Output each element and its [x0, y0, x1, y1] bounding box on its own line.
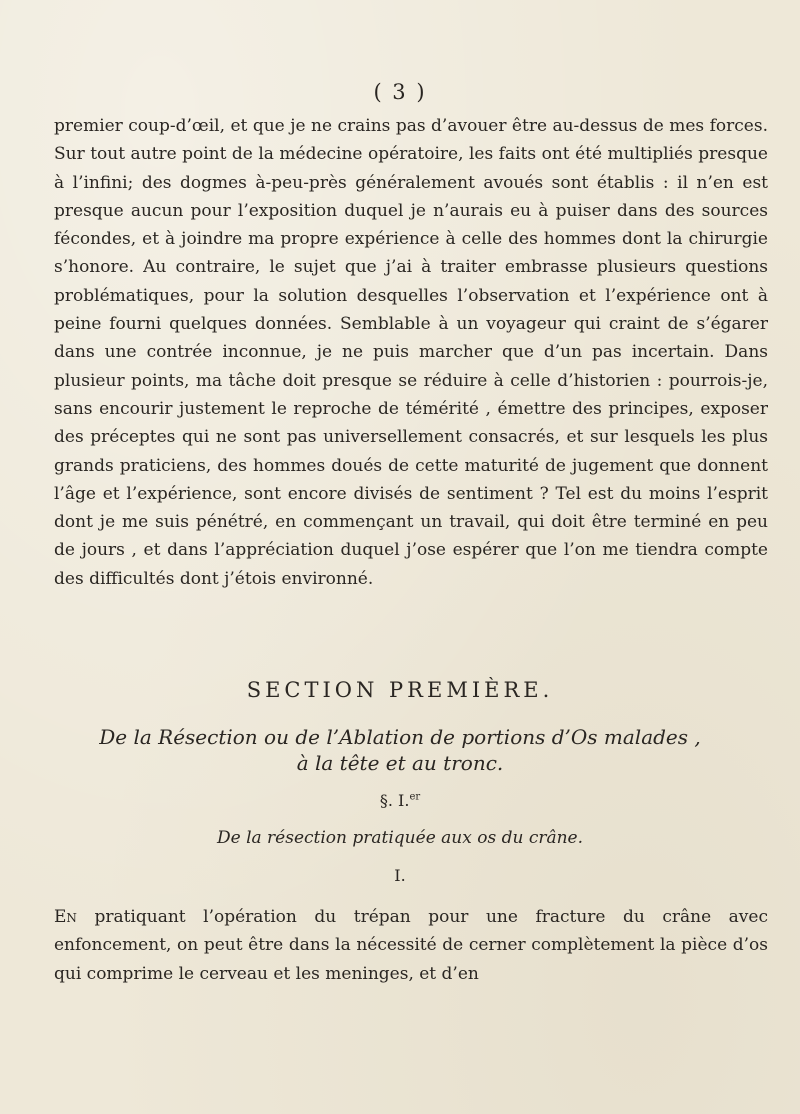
page-number: ( 3 ): [373, 80, 427, 104]
article-body: pratiquant l’opération du trépan pour une fracture du crâne avec enfoncement, on peut être dans la nécessité de cerner complètement la pièce d’os qui comprime le cerveau et les meninges, et d’en: [54, 907, 768, 984]
article-lead-word: En: [54, 907, 77, 927]
article-paragraph: [54, 903, 768, 988]
section-heading: SECTION PREMIÈRE.: [246, 678, 554, 702]
body-paragraph: premier coup-d’œil, et que je ne crains pas d’avouer être au-dessus de mes forces. Sur tout autre point de la médecine opératoire, les faits ont été multipliés presque à l’infini; des dogmes à-peu-près généralement avoués sont établis : il n’en est presque aucun pour l’exposition duquel je n’aurais eu à puiser dans des sources fécondes, et à joindre ma propre expérience à celle des hommes dont la chirurgie s’honore. Au contraire, le sujet que j’ai à traiter embrasse plusieurs questions problématiques, pour la solution desquelles l’observation et l’expérience ont à peine fourni quelques données. Semblable à un voyageur qui craint de s’égarer dans une contrée inconnue, je ne puis marcher que d’un pas incertain. Dans plusieur points, ma tâche doit presque se réduire à celle d’historien : pourrois-je, sans encourir justement le reproche de témérité , émettre des principes, exposer des préceptes qui ne sont pas universellement consacrés, et sur lesquels les plus grands praticiens, des hommes doués de cette maturité de jugement que donnent l’âge et l’expérience, sont encore divisés de sentiment ? Tel est du moins l’esprit dont je me suis pénétré, en commençant un travail, qui doit être terminé en peu de jours , et dans l’appréciation duquel j’ose espérer que l’on me tiendra compte des difficultés dont j’étois environné.: [54, 116, 768, 589]
subsection-ordinal: er: [409, 791, 421, 803]
section-subtitle-line-1: De la Résection ou de l’Ablation de portions d’Os malades ,: [99, 725, 701, 749]
section-subtitle: [0, 724, 800, 776]
subsection-prefix: §. I.: [379, 791, 410, 810]
article-number: I.: [394, 866, 406, 885]
subsection-title: De la résection pratiquée aux os du crâne.: [216, 828, 584, 848]
section-subtitle-line-2: à la tête et au tronc.: [296, 751, 504, 775]
subsection-number: [0, 791, 800, 810]
